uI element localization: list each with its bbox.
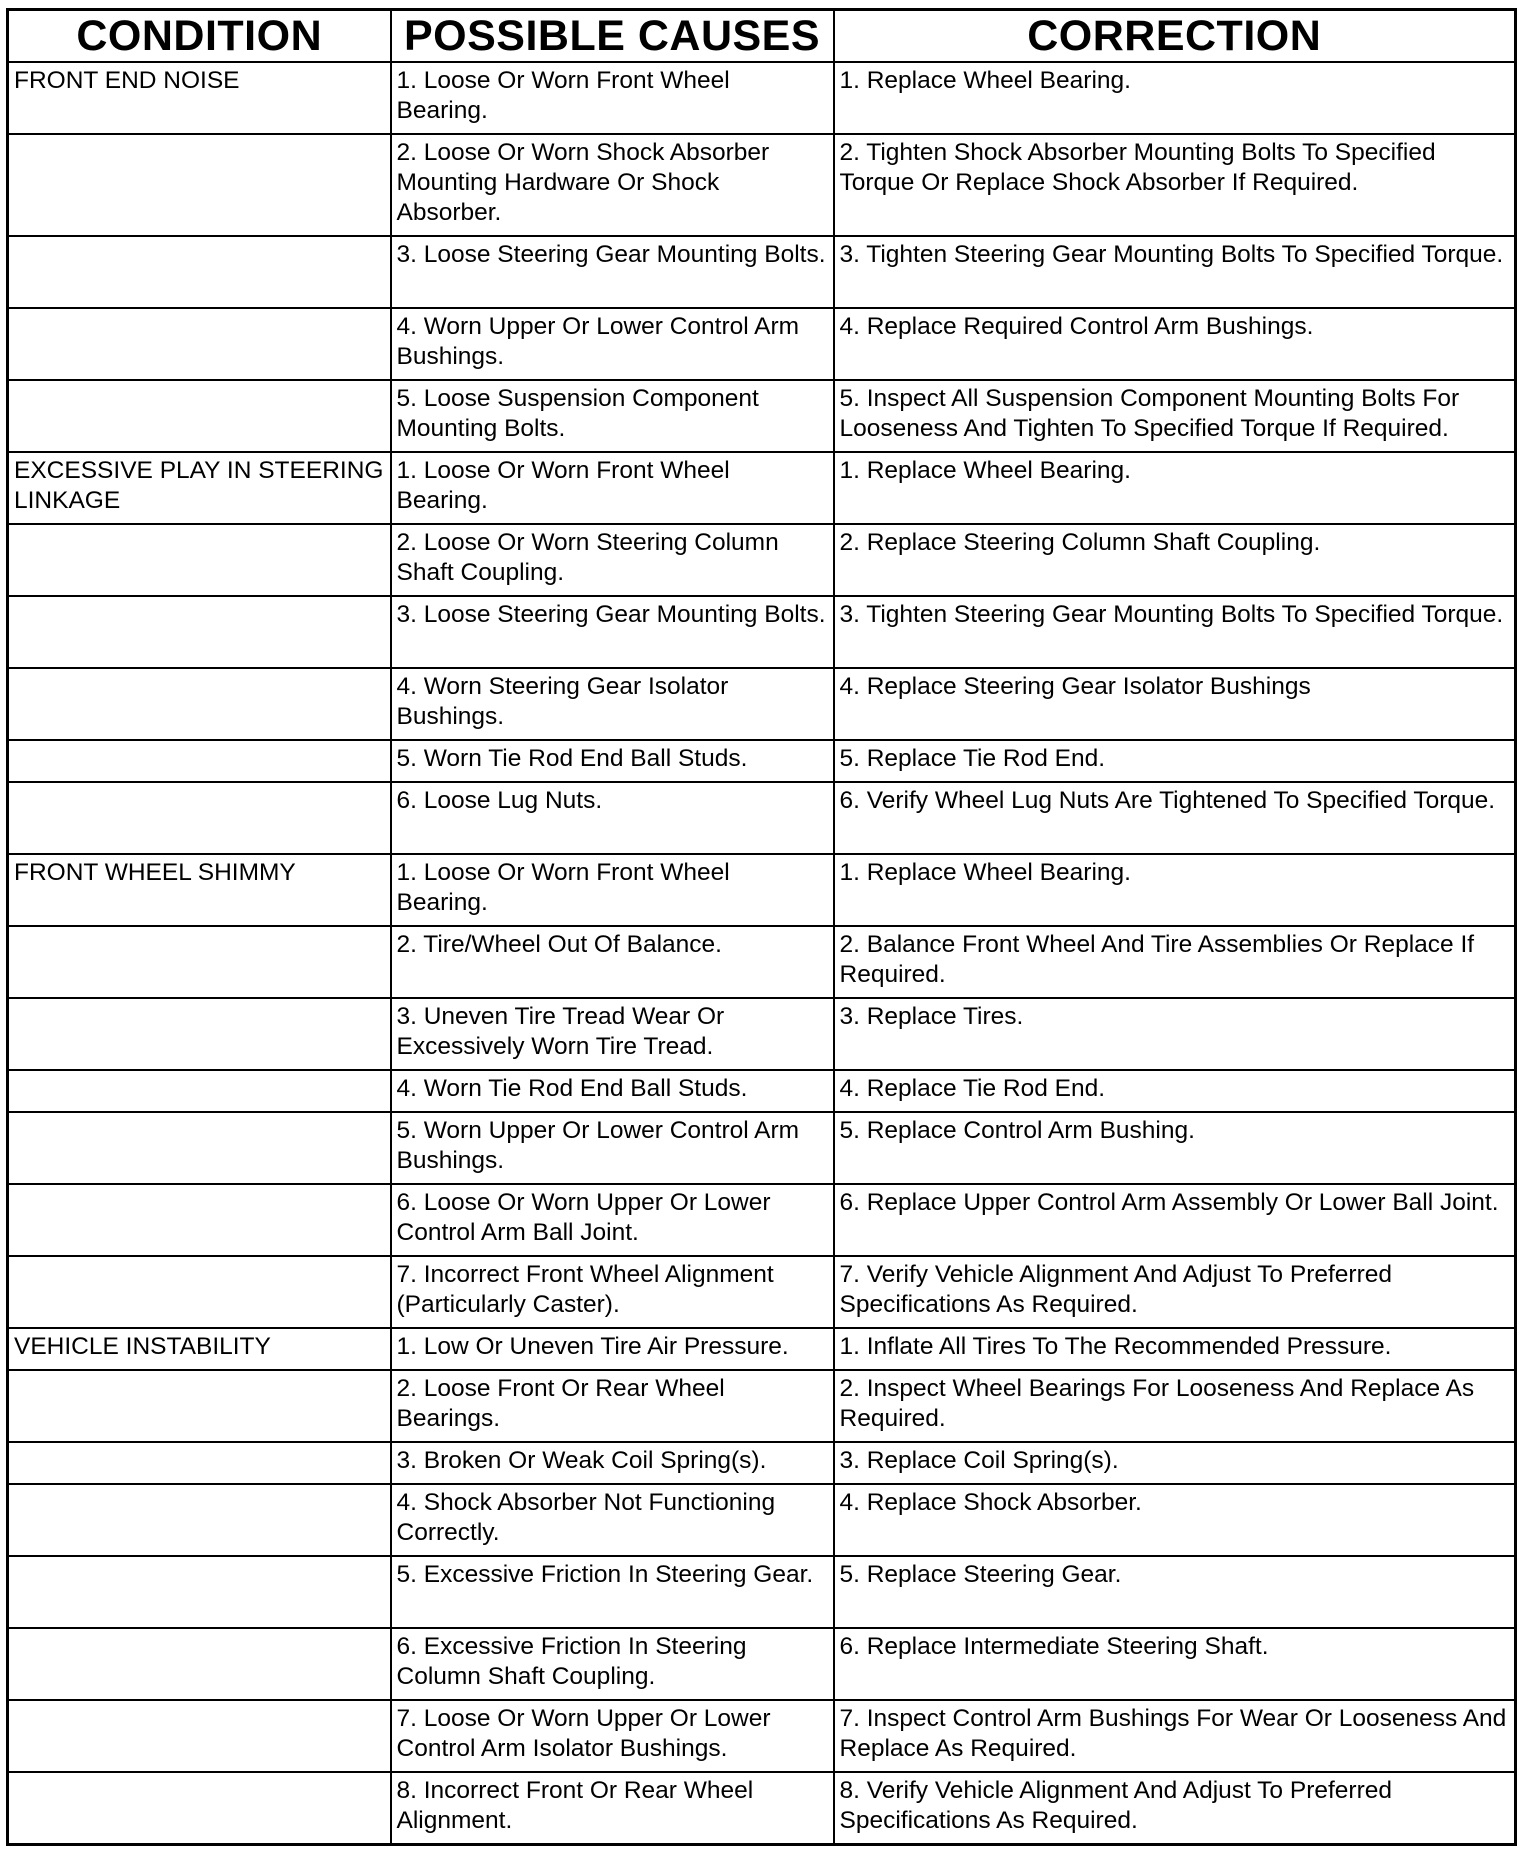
correction-cell: 7. Inspect Control Arm Bushings For Wear Or Looseness And Replace As Required.	[834, 1700, 1516, 1772]
correction-cell: 8. Verify Vehicle Alignment And Adjust To Preferred Specifications As Required.	[834, 1772, 1516, 1844]
table-row	[8, 998, 1516, 1070]
cause-cell: 2. Loose Front Or Rear Wheel Bearings.	[391, 1370, 834, 1442]
table-row	[8, 854, 1516, 926]
condition-cell	[8, 1370, 391, 1442]
condition-cell	[8, 524, 391, 596]
table-row	[8, 1556, 1516, 1628]
table-header	[8, 10, 1516, 63]
cause-cell: 4. Worn Steering Gear Isolator Bushings.	[391, 668, 834, 740]
cause-cell: 5. Worn Upper Or Lower Control Arm Bushings.	[391, 1112, 834, 1184]
cause-cell: 2. Loose Or Worn Steering Column Shaft Coupling.	[391, 524, 834, 596]
table-row	[8, 926, 1516, 998]
cause-cell: 3. Loose Steering Gear Mounting Bolts.	[391, 596, 834, 668]
condition-cell	[8, 668, 391, 740]
condition-cell	[8, 740, 391, 782]
condition-cell	[8, 596, 391, 668]
table-row	[8, 1442, 1516, 1484]
condition-cell: FRONT END NOISE	[8, 62, 391, 134]
correction-cell: 1. Replace Wheel Bearing.	[834, 452, 1516, 524]
condition-cell	[8, 134, 391, 236]
header-row	[8, 10, 1516, 63]
correction-cell: 5. Replace Tie Rod End.	[834, 740, 1516, 782]
cause-cell: 6. Excessive Friction In Steering Column Shaft Coupling.	[391, 1628, 834, 1700]
correction-cell: 2. Balance Front Wheel And Tire Assemblies Or Replace If Required.	[834, 926, 1516, 998]
table-body	[8, 62, 1516, 1844]
correction-cell: 6. Replace Intermediate Steering Shaft.	[834, 1628, 1516, 1700]
correction-cell: 3. Replace Tires.	[834, 998, 1516, 1070]
condition-cell	[8, 926, 391, 998]
table-row	[8, 782, 1516, 854]
cause-cell: 2. Loose Or Worn Shock Absorber Mounting Hardware Or Shock Absorber.	[391, 134, 834, 236]
table-row	[8, 308, 1516, 380]
cause-cell: 7. Loose Or Worn Upper Or Lower Control Arm Isolator Bushings.	[391, 1700, 834, 1772]
table-row	[8, 1256, 1516, 1328]
correction-cell: 4. Replace Steering Gear Isolator Bushings	[834, 668, 1516, 740]
correction-cell: 3. Tighten Steering Gear Mounting Bolts To Specified Torque.	[834, 236, 1516, 308]
correction-cell: 2. Tighten Shock Absorber Mounting Bolts To Specified Torque Or Replace Shock Absorber If Required.	[834, 134, 1516, 236]
condition-cell	[8, 1184, 391, 1256]
cause-cell: 1. Loose Or Worn Front Wheel Bearing.	[391, 854, 834, 926]
condition-cell	[8, 1556, 391, 1628]
condition-cell: FRONT WHEEL SHIMMY	[8, 854, 391, 926]
table-row	[8, 236, 1516, 308]
header-possible-causes: POSSIBLE CAUSES	[391, 10, 834, 63]
correction-cell: 1. Replace Wheel Bearing.	[834, 854, 1516, 926]
correction-cell: 2. Inspect Wheel Bearings For Looseness And Replace As Required.	[834, 1370, 1516, 1442]
condition-cell	[8, 1070, 391, 1112]
correction-cell: 5. Replace Control Arm Bushing.	[834, 1112, 1516, 1184]
cause-cell: 3. Uneven Tire Tread Wear Or Excessively Worn Tire Tread.	[391, 998, 834, 1070]
correction-cell: 2. Replace Steering Column Shaft Coupling.	[834, 524, 1516, 596]
table-row	[8, 1628, 1516, 1700]
condition-cell	[8, 782, 391, 854]
condition-cell	[8, 1484, 391, 1556]
cause-cell: 5. Excessive Friction In Steering Gear.	[391, 1556, 834, 1628]
correction-cell: 3. Tighten Steering Gear Mounting Bolts To Specified Torque.	[834, 596, 1516, 668]
correction-cell: 5. Inspect All Suspension Component Mounting Bolts For Looseness And Tighten To Specified Torque If Required.	[834, 380, 1516, 452]
cause-cell: 1. Loose Or Worn Front Wheel Bearing.	[391, 452, 834, 524]
correction-cell: 4. Replace Required Control Arm Bushings.	[834, 308, 1516, 380]
table-row	[8, 1700, 1516, 1772]
table-row	[8, 1484, 1516, 1556]
correction-cell: 4. Replace Shock Absorber.	[834, 1484, 1516, 1556]
cause-cell: 3. Loose Steering Gear Mounting Bolts.	[391, 236, 834, 308]
condition-cell	[8, 1772, 391, 1844]
diagnosis-table	[6, 8, 1517, 1846]
correction-cell: 7. Verify Vehicle Alignment And Adjust To Preferred Specifications As Required.	[834, 1256, 1516, 1328]
cause-cell: 3. Broken Or Weak Coil Spring(s).	[391, 1442, 834, 1484]
table-row	[8, 1370, 1516, 1442]
table-row	[8, 62, 1516, 134]
table-row	[8, 524, 1516, 596]
table-row	[8, 452, 1516, 524]
condition-cell	[8, 998, 391, 1070]
table-row	[8, 1070, 1516, 1112]
correction-cell: 3. Replace Coil Spring(s).	[834, 1442, 1516, 1484]
cause-cell: 6. Loose Or Worn Upper Or Lower Control Arm Ball Joint.	[391, 1184, 834, 1256]
condition-cell	[8, 1256, 391, 1328]
cause-cell: 2. Tire/Wheel Out Of Balance.	[391, 926, 834, 998]
condition-cell: EXCESSIVE PLAY IN STEERING LINKAGE	[8, 452, 391, 524]
correction-cell: 1. Replace Wheel Bearing.	[834, 62, 1516, 134]
table-row	[8, 380, 1516, 452]
cause-cell: 4. Shock Absorber Not Functioning Correctly.	[391, 1484, 834, 1556]
table-row	[8, 1184, 1516, 1256]
correction-cell: 6. Verify Wheel Lug Nuts Are Tightened To Specified Torque.	[834, 782, 1516, 854]
correction-cell: 4. Replace Tie Rod End.	[834, 1070, 1516, 1112]
table-row	[8, 596, 1516, 668]
cause-cell: 1. Loose Or Worn Front Wheel Bearing.	[391, 62, 834, 134]
condition-cell	[8, 236, 391, 308]
condition-cell	[8, 1700, 391, 1772]
cause-cell: 6. Loose Lug Nuts.	[391, 782, 834, 854]
table-row	[8, 1772, 1516, 1844]
header-correction: CORRECTION	[834, 10, 1516, 63]
cause-cell: 4. Worn Upper Or Lower Control Arm Bushings.	[391, 308, 834, 380]
table-row	[8, 134, 1516, 236]
cause-cell: 8. Incorrect Front Or Rear Wheel Alignment.	[391, 1772, 834, 1844]
header-condition: CONDITION	[8, 10, 391, 63]
table-row	[8, 668, 1516, 740]
cause-cell: 1. Low Or Uneven Tire Air Pressure.	[391, 1328, 834, 1370]
correction-cell: 1. Inflate All Tires To The Recommended Pressure.	[834, 1328, 1516, 1370]
correction-cell: 5. Replace Steering Gear.	[834, 1556, 1516, 1628]
table-row	[8, 1328, 1516, 1370]
condition-cell	[8, 308, 391, 380]
condition-cell	[8, 380, 391, 452]
cause-cell: 5. Worn Tie Rod End Ball Studs.	[391, 740, 834, 782]
condition-cell: VEHICLE INSTABILITY	[8, 1328, 391, 1370]
cause-cell: 7. Incorrect Front Wheel Alignment (Particularly Caster).	[391, 1256, 834, 1328]
table-row	[8, 1112, 1516, 1184]
condition-cell	[8, 1628, 391, 1700]
condition-cell	[8, 1112, 391, 1184]
cause-cell: 5. Loose Suspension Component Mounting Bolts.	[391, 380, 834, 452]
condition-cell	[8, 1442, 391, 1484]
cause-cell: 4. Worn Tie Rod End Ball Studs.	[391, 1070, 834, 1112]
correction-cell: 6. Replace Upper Control Arm Assembly Or Lower Ball Joint.	[834, 1184, 1516, 1256]
table-row	[8, 740, 1516, 782]
